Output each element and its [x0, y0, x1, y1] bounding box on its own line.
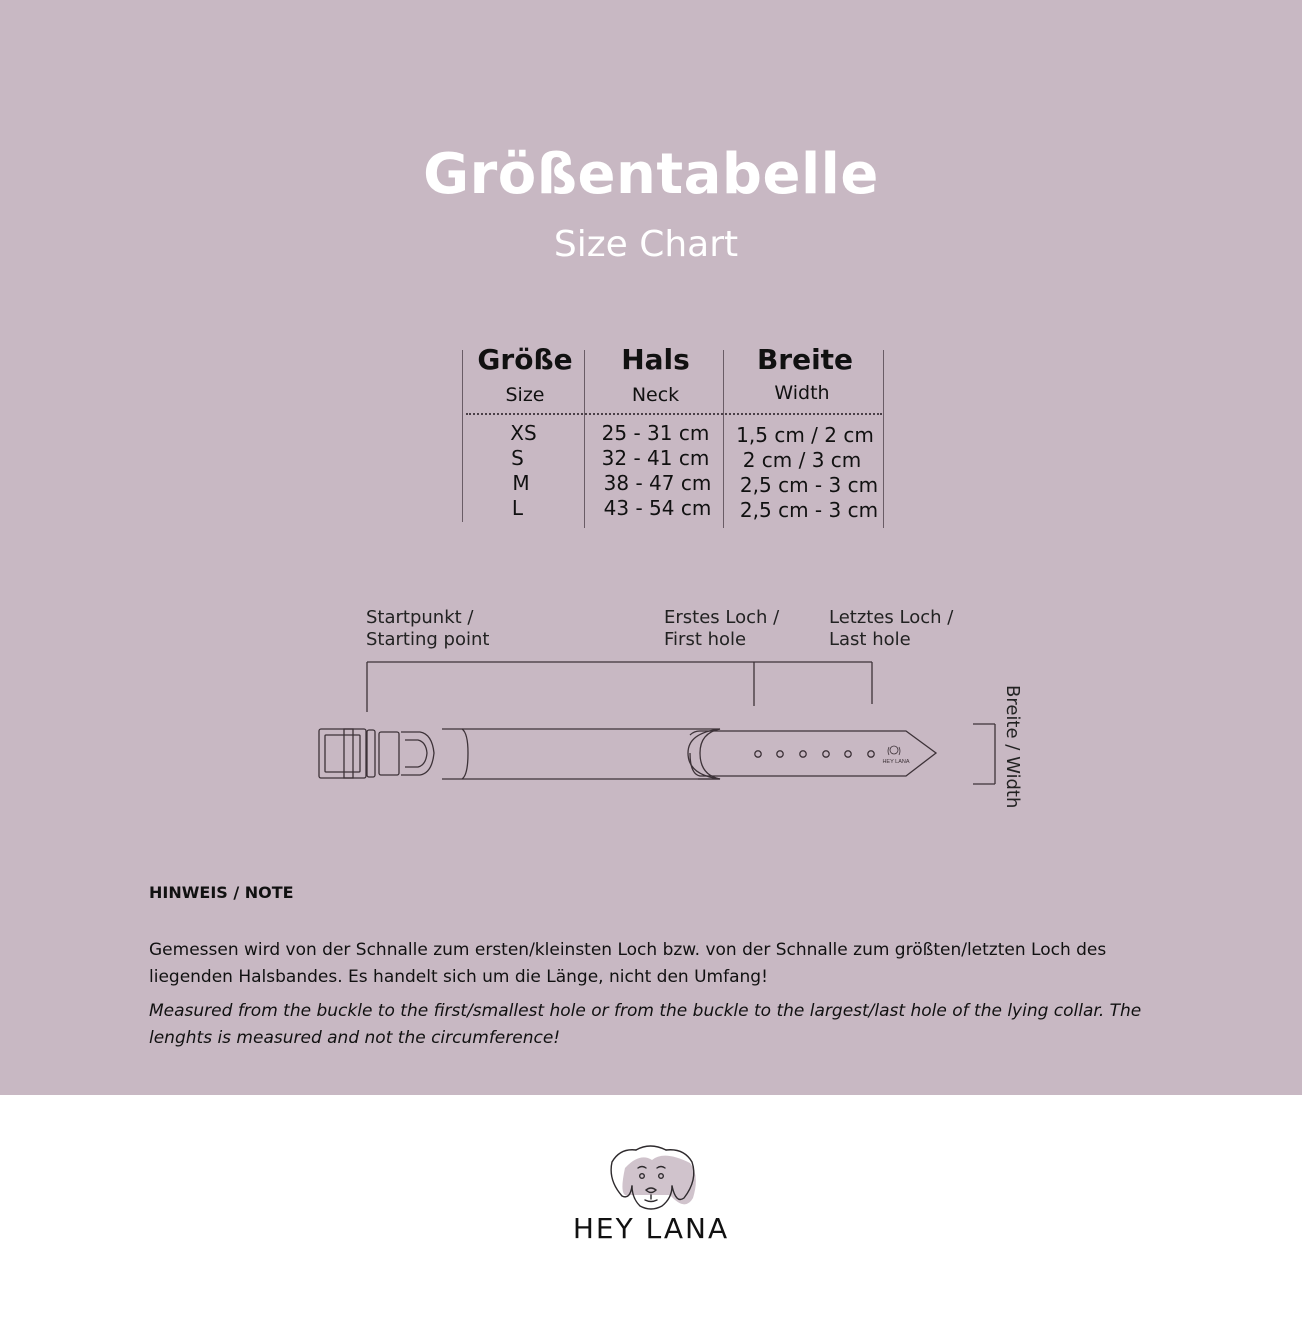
strap: [442, 729, 936, 779]
column-heading-size: Größe: [477, 343, 573, 376]
width-cell: 2,5 cm - 3 cm: [739, 473, 879, 497]
note-german-text: Gemessen wird von der Schnalle zum ersten/kleinsten Loch bzw. von der Schnalle zum größten/letzten Loch des liegenden Halsbandes. Es handelt sich um die Länge, nicht den Umfang!: [149, 940, 1107, 987]
dog-head-logo-icon: [611, 1146, 696, 1209]
starting-point-label-line-2: Starting point: [366, 629, 490, 650]
brand-wordmark: HEY LANA: [572, 1212, 730, 1245]
collar-brand-text: HEY LANA: [882, 759, 910, 765]
collar-logo-icon: [888, 746, 900, 755]
neck-cell: 38 - 47 cm: [603, 471, 712, 495]
width-cell: 2 cm / 3 cm: [742, 448, 862, 472]
column-subheading-size: Size: [505, 384, 545, 406]
note-english-text: Measured from the buckle to the first/smallest hole or from the buckle to the largest/last hole of the lying collar. The lenghts is measured and not the circumference!: [149, 1001, 1142, 1048]
starting-point-label-line-1: Startpunkt /: [366, 607, 474, 628]
last-hole-label-line-2: Last hole: [829, 629, 911, 650]
size-cell: S: [511, 446, 524, 470]
neck-cell: 43 - 54 cm: [603, 496, 712, 520]
page-title: Größentabelle: [423, 142, 879, 207]
note-heading: HINWEIS / NOTE: [149, 883, 294, 902]
width-cell: 2,5 cm - 3 cm: [739, 498, 879, 522]
width-dimension-label: Breite / Width: [1002, 685, 1023, 809]
collar-holes: [755, 751, 874, 757]
size-cell: XS: [510, 421, 537, 445]
page-subtitle-text: Size Chart: [553, 224, 739, 265]
size-cell: L: [511, 496, 524, 520]
size-cell: M: [512, 471, 530, 495]
column-subheading-width: Width: [774, 382, 830, 404]
measurement-brackets: [367, 662, 872, 712]
buckle: [319, 729, 434, 778]
neck-cell: 25 - 31 cm: [601, 421, 710, 445]
column-heading-width: Breite: [756, 343, 854, 376]
width-bracket: [973, 724, 995, 784]
width-cell: 1,5 cm / 2 cm: [736, 423, 874, 447]
last-hole-label-line-1: Letztes Loch /: [829, 607, 954, 628]
column-subheading-neck: Neck: [631, 384, 680, 406]
column-heading-neck: Hals: [621, 343, 690, 376]
neck-cell: 32 - 41 cm: [601, 446, 710, 470]
first-hole-label-line-2: First hole: [664, 629, 747, 650]
first-hole-label-line-1: Erstes Loch /: [664, 607, 780, 628]
